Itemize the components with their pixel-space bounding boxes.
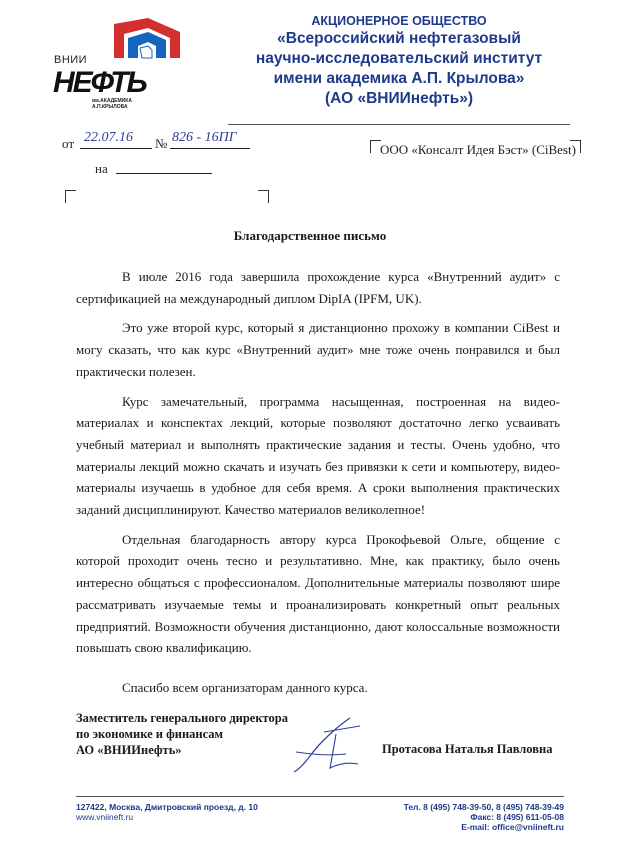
signatory-position [76,710,288,758]
footer-right [370,802,564,832]
logo-text-vnii: ВНИИ [54,54,88,66]
ref-number-sign: № [155,136,168,151]
footer-email[interactable]: office@vniineft.ru [491,822,564,832]
logo-subtitle-1: им.АКАДЕМИКА [92,98,132,104]
signatory-role-3: АО «ВНИИнефть» [76,743,182,757]
ref-date: 22.07.16 [84,130,133,145]
paragraph-5: Спасибо всем организаторам данного курса. [122,679,368,695]
footer-website[interactable]: www.vniineft.ru [76,812,134,822]
ref-number-line [170,148,250,149]
ref-from-label: от [62,136,75,151]
footer-email-label: E-mail: [461,822,492,832]
org-name-line-2: научно-исследовательский институт [255,50,543,67]
signatory-name: Протасова Наталья Павловна [382,742,553,756]
footer-left [76,802,258,822]
ref-number: 826 - 16ПГ [172,130,237,145]
org-type: АКЦИОНЕРНОЕ ОБЩЕСТВО [311,14,487,28]
handwritten-signature [290,712,380,782]
paragraph-3: Курс замечательный, программа насыщенная, построенная на видео-материалах и конспектах лекций, которые позволяют достаточно легко усваивать учебный материал и выполнять практические задания и тесты. Очень удобно, что материалы лекций можно скачать и изучать без привязки к сети и компьютеру, видео-материалы изучаешь в удобное для себя время. А сроки выполнения практических заданий дисциплинируют. Качество материалов великолепное! [76,393,560,518]
logo-subtitle-2: А.П.КРЫЛОВА [92,104,128,110]
paragraph-1: В июле 2016 года завершила прохождение курса «Внутренний аудит» с сертификацией на международный диплом DipIA (IPFM, UK). [76,269,560,306]
addressee: ООО «Консалт Идея Бэст» (CiBest) [380,142,576,157]
letter-title: Благодарственное письмо [233,228,387,243]
logo-text-neft: НЕФТЬ [53,66,146,99]
ref-date-line [80,148,152,149]
org-name-line-3: имени академика А.П. Крылова» [273,70,525,87]
ref-on-line [116,173,212,174]
footer-phone: Тел. 8 (495) 748-39-50, 8 (495) 748-39-49 [403,802,564,812]
header-divider [228,124,570,125]
signatory-role-1: Заместитель генерального директора [76,711,288,725]
ref-on-label: на [95,161,108,176]
organization-name [228,14,570,109]
paragraph-2: Это уже второй курс, который я дистанционно прохожу в компании CiBest и могу сказать, что как курс «Внутренний аудит» мне тоже очень понравился и был практически полезен. [76,320,560,379]
address-bracket-left [65,190,76,203]
org-name-line-1: «Всероссийский нефтегазовый [277,30,521,47]
letter-body [76,266,560,707]
footer-divider [76,796,564,797]
signatory-role-2: по экономике и финансам [76,727,224,741]
footer-fax: Факс: 8 (495) 611-05-08 [470,812,564,822]
company-logo [52,14,192,112]
paragraph-4: Отдельная благодарность автору курса Прокофьевой Ольге, общение с которой проходит очень тесно и результативно. Мне, как практику, было очень интересно общаться с профессионалом. Дополнительные материалы позволяют шире рассматривать изучаемые темы и проанализировать конкретный опыт реальных предприятий. Возможности обучения дистанционно, дают колоссальные возможности повышать свою квалификацию. [76,531,560,656]
address-bracket-right [258,190,269,203]
org-short-name: (АО «ВНИИнефть») [324,90,474,107]
footer-address: 127422, Москва, Дмитровский проезд, д. 10 [76,802,258,812]
